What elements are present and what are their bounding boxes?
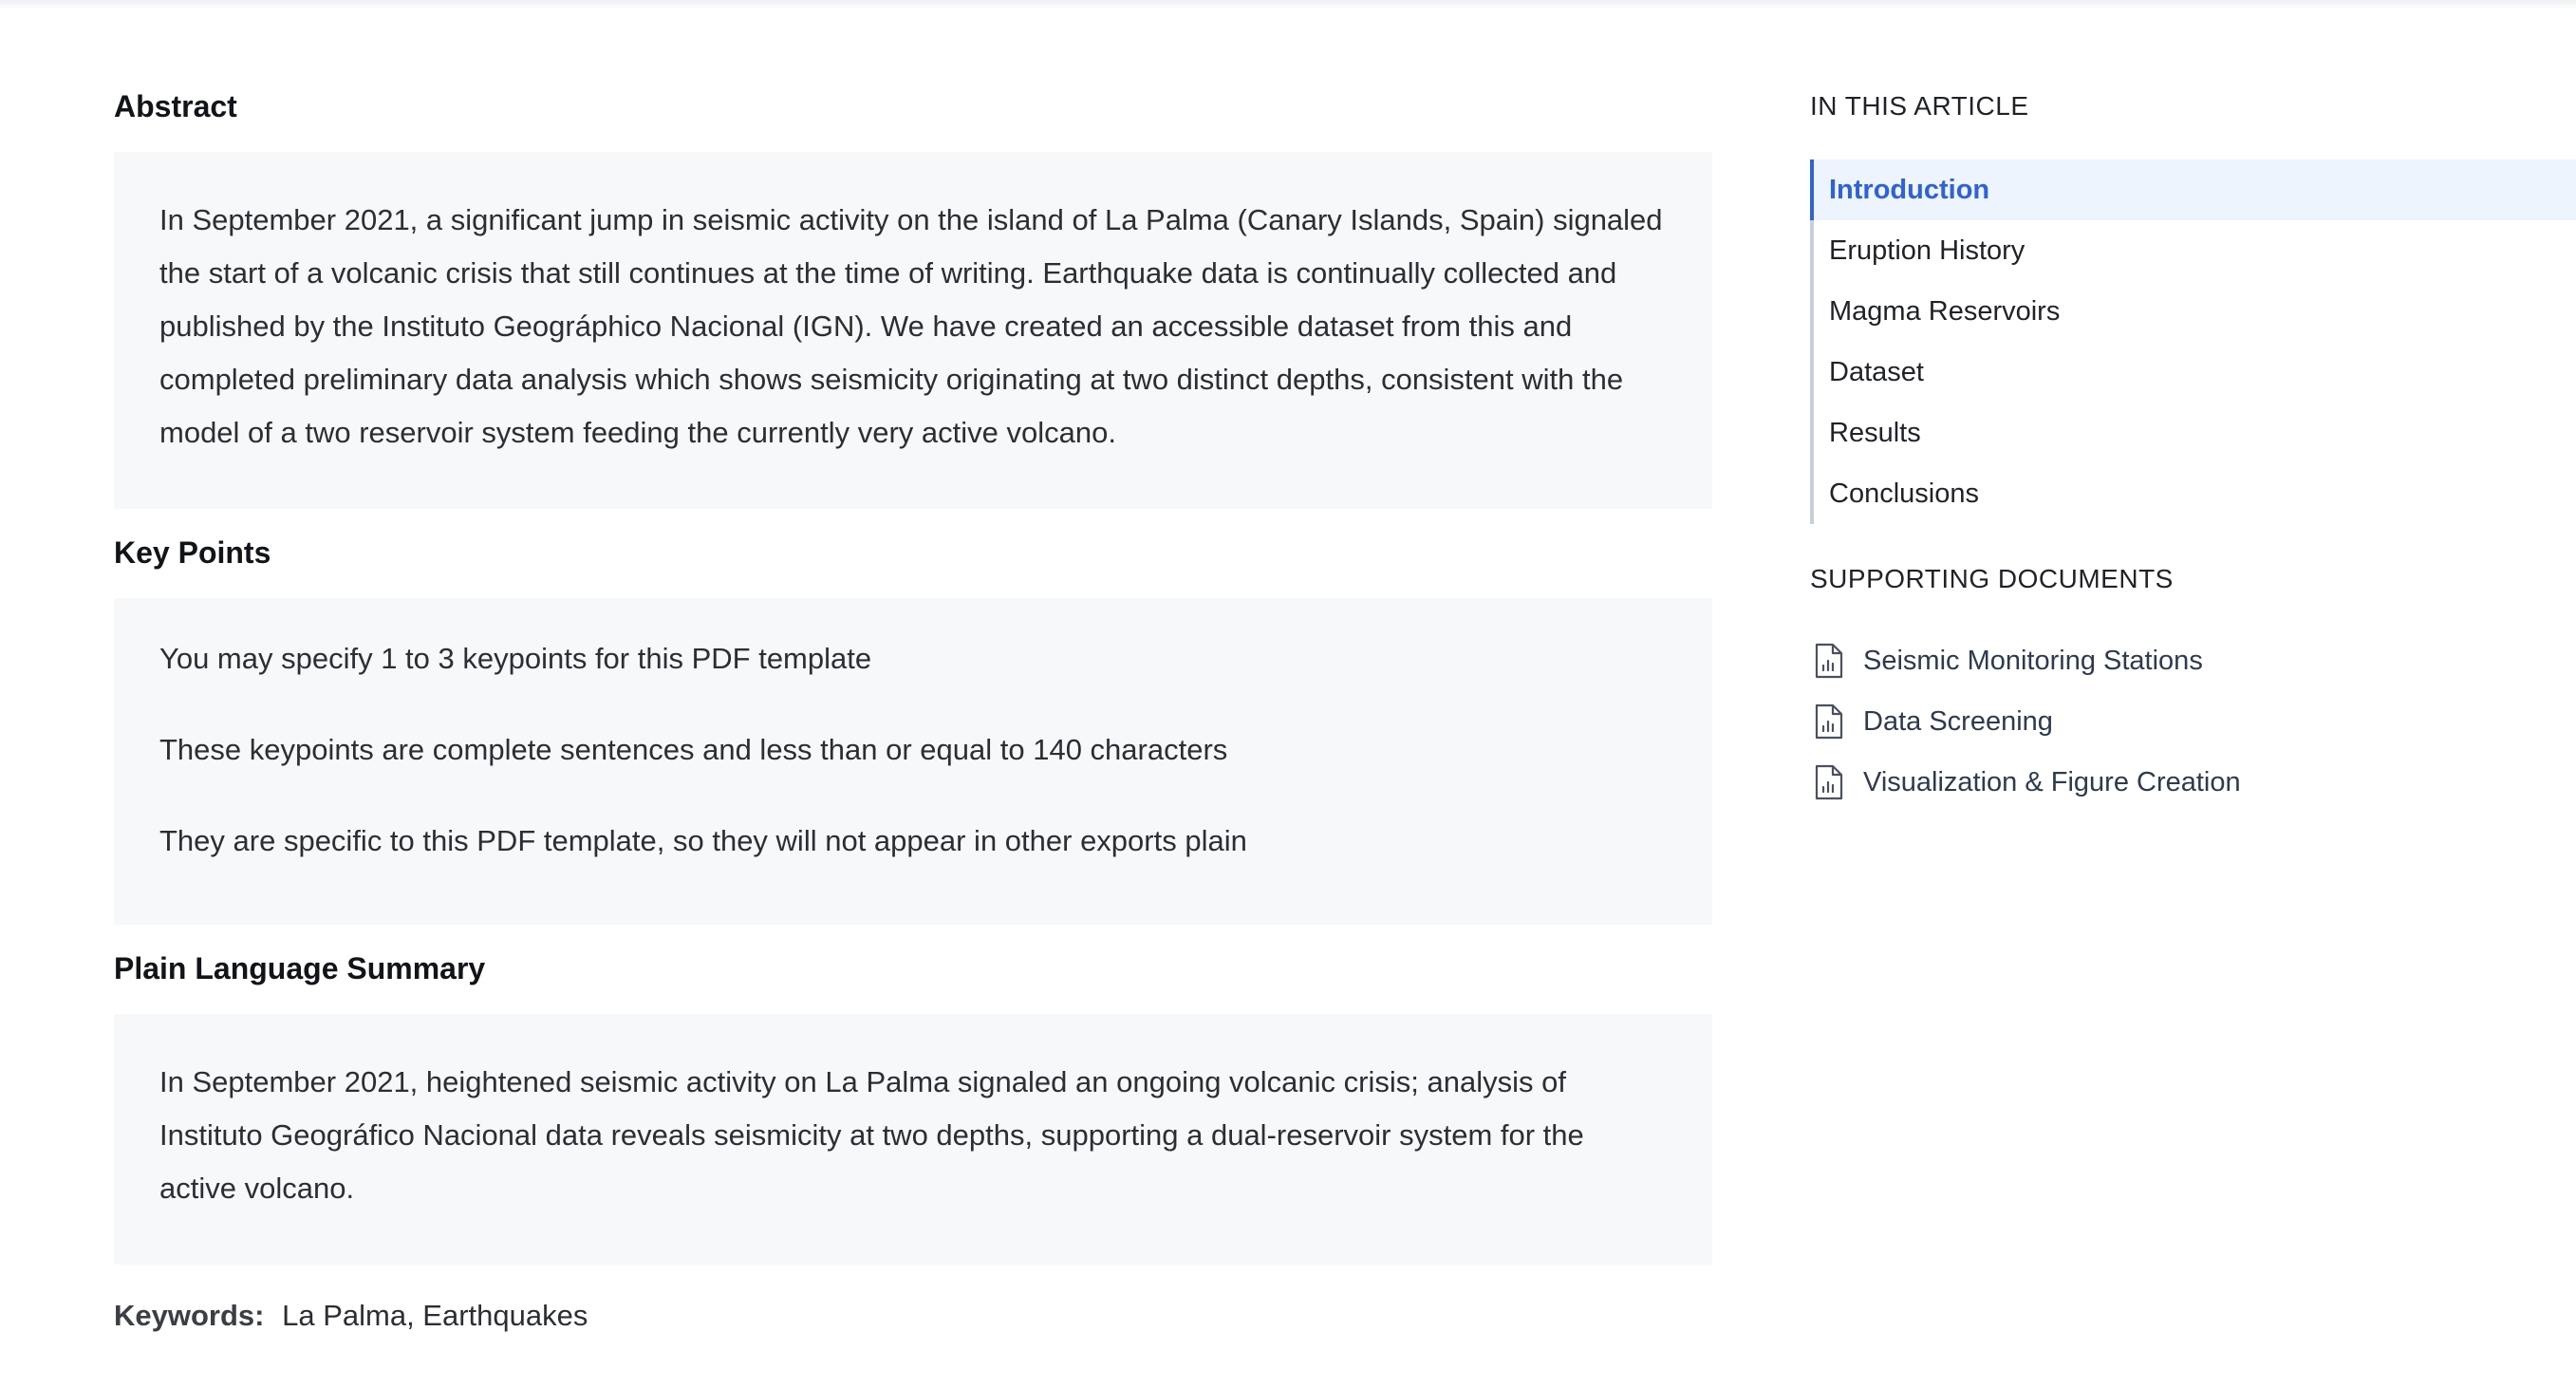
plain-language-summary-panel <box>114 1014 1712 1265</box>
toc-item-dataset[interactable]: Dataset <box>1829 357 1924 387</box>
abstract-heading: Abstract <box>114 89 237 123</box>
notebook-file-icon <box>1814 703 1844 740</box>
supporting-document-data-screening[interactable] <box>1810 691 2576 752</box>
supporting-documents-heading: SUPPORTING DOCUMENTS <box>1810 564 2174 593</box>
key-points-heading: Key Points <box>114 535 271 570</box>
abstract-text: In September 2021, a significant jump in seismic activity on the island of La Palma (Canary Islands, Spain) signaled the start of a volcanic crisis that still continues at the time of writing. Earthquake data is continually collected and published by the Instituto Geográphico Nacional (IGN). We have created an accessible dataset from this and completed preliminary data analysis which shows seismicity originating at two distinct depths, consistent with the model of a two reservoir system feeding the currently very active volcano. <box>159 203 1663 449</box>
article-main <box>114 84 1712 1339</box>
plain-language-summary-text: In September 2021, heightened seismic activity on La Palma signaled an ongoing volcanic crisis; analysis of Instituto Geográfico Nacional data reveals seismicity at two depths, supporting a dual-reservoir system for the active volcano. <box>159 1065 1584 1205</box>
keywords-value: La Palma, Earthquakes <box>282 1299 588 1332</box>
toc-item-eruption-history[interactable]: Eruption History <box>1829 235 2025 266</box>
toc-item-magma-reservoirs[interactable]: Magma Reservoirs <box>1829 296 2061 327</box>
document-label: Data Screening <box>1863 705 2053 737</box>
document-label: Seismic Monitoring Stations <box>1863 645 2203 676</box>
keywords-row <box>114 1293 1712 1339</box>
toc-item-introduction[interactable]: Introduction <box>1814 159 2576 220</box>
document-label: Visualization & Figure Creation <box>1863 766 2241 797</box>
toc-heading: IN THIS ARTICLE <box>1810 91 2029 121</box>
plain-language-summary-heading: Plain Language Summary <box>114 951 486 985</box>
notebook-file-icon <box>1814 764 1844 800</box>
key-point-item: These keypoints are complete sentences and less than or equal to 140 characters <box>159 733 1228 766</box>
supporting-documents-list <box>1810 630 2576 813</box>
keywords-label: Keywords: <box>114 1299 265 1332</box>
table-of-contents <box>1810 159 2576 524</box>
abstract-panel <box>114 152 1712 509</box>
key-points-panel <box>114 598 1712 925</box>
notebook-file-icon <box>1814 643 1844 679</box>
key-point-item: You may specify 1 to 3 keypoints for this PDF template <box>159 642 872 675</box>
supporting-document-seismic-monitoring-stations[interactable] <box>1810 630 2576 691</box>
article-sidebar <box>1810 84 2576 813</box>
toc-item-conclusions[interactable]: Conclusions <box>1829 478 1979 509</box>
toc-item-results[interactable]: Results <box>1829 418 1921 448</box>
key-point-item: They are specific to this PDF template, so they will not appear in other exports plain <box>159 824 1247 857</box>
supporting-document-visualization-figure-creation[interactable] <box>1810 752 2576 813</box>
top-header-shadow <box>0 0 2576 9</box>
